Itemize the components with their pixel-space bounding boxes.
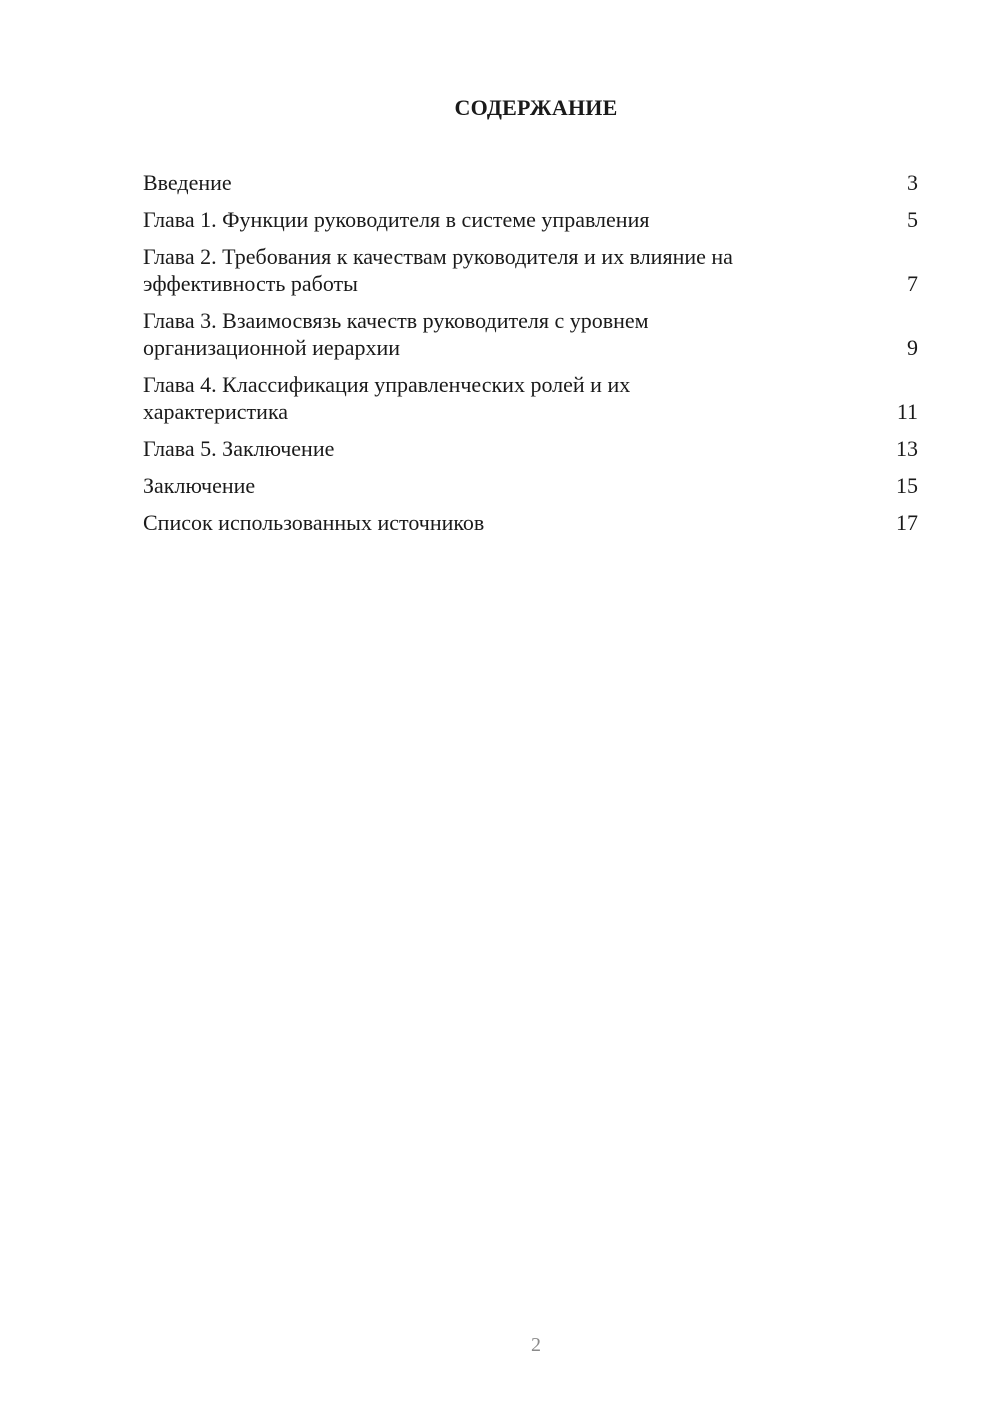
page-number: 2 (531, 1334, 541, 1356)
toc-entry-title (143, 435, 888, 462)
toc-entry-title (143, 307, 888, 361)
toc-entry-line: Глава 3. Взаимосвязь качеств руководителя с уровнем (143, 308, 649, 333)
toc-entry-title (143, 206, 888, 233)
toc-title: СОДЕРЖАНИЕ (454, 95, 618, 120)
toc-entry-page: 11 (896, 399, 918, 424)
toc-entry (143, 472, 918, 499)
toc-entry-line: Заключение (143, 473, 256, 498)
toc-entry-page: 7 (907, 271, 918, 296)
toc-entry (143, 435, 918, 462)
toc-entry-line: Введение (143, 170, 232, 195)
toc-entry-page: 15 (896, 473, 918, 498)
toc-entry-page: 3 (907, 170, 918, 195)
toc-entry (143, 307, 918, 361)
toc-entry (143, 243, 918, 297)
toc-entry-line: Глава 4. Классификация управленческих ролей и их (143, 372, 631, 397)
toc-entry-line: Глава 1. Функции руководителя в системе управления (143, 207, 650, 232)
toc-entry-line: организационной иерархии (143, 335, 401, 360)
toc-entry-line: характеристика (143, 399, 289, 424)
toc-entry-page: 5 (907, 207, 918, 232)
toc-entry-page: 13 (896, 436, 918, 461)
toc-entry (143, 509, 918, 536)
toc-entry-line: Глава 5. Заключение (143, 436, 335, 461)
toc-entry-page: 9 (907, 335, 918, 360)
toc-list (143, 169, 918, 546)
toc-entry (143, 206, 918, 233)
toc-entry-line: Глава 2. Требования к качествам руководителя и их влияние на (143, 244, 733, 269)
toc-entry-page: 17 (896, 510, 918, 535)
toc-entry (143, 371, 918, 425)
toc-entry-title (143, 243, 888, 297)
toc-entry-title (143, 509, 888, 536)
toc-entry (143, 169, 918, 196)
toc-entry-title (143, 371, 888, 425)
toc-entry-title (143, 472, 888, 499)
toc-entry-line: Список использованных источников (143, 510, 485, 535)
toc-entry-line: эффективность работы (143, 271, 358, 296)
toc-entry-title (143, 169, 888, 196)
